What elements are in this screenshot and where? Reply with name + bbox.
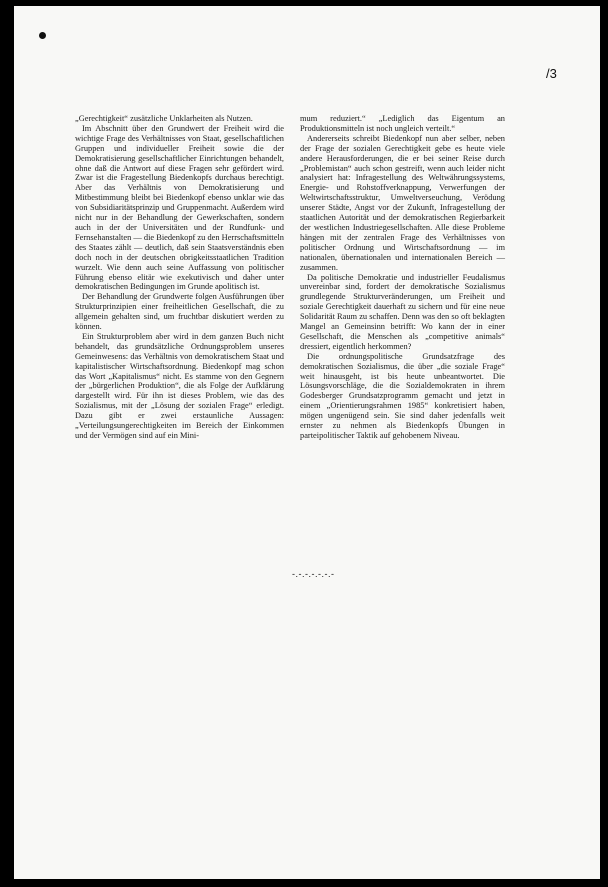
paragraph: Der Behandlung der Grundwerte folgen Ausführungen über Strukturprinzipien einer freiheitlichen Gesellschaft, die zu allgemein gehalten sind, um fruchtbar diskutiert werden zu können. (75, 292, 284, 332)
left-column (75, 114, 284, 441)
section-separator: -.-.-.-.-.-.- (292, 569, 335, 579)
paragraph: „Gerechtigkeit“ zusätzliche Unklarheiten als Nutzen. (75, 114, 253, 123)
paragraph: Im Abschnitt über den Grundwert der Freiheit wird die wichtige Frage des Verhältnisses von Staat, gesellschaftlichen Gruppen und individueller Freiheit sowie die der Demokratisierung gesellschaftlicher Einrichtungen behandelt, ohne daß die Antwort auf diese Fragen sehr gefördert wird. Zwar ist die Fragestellung Biedenkopfs durchaus berechtigt. Aber das Verhältnis von Demokratisierung und Mitbestimmung bleibt bei Biedenkopf ebenso unklar wie das von Subsidiaritätsprinzip und Gruppenmacht. Außerdem wird nicht nur in der Behandlung der Gewerkschaften, sondern auch in der der Universitäten und der Rundfunk- und Fernsehanstalten — die Biedenkopf zu den Herrschaftsmitteln des Staates zählt — deutlich, daß sein Staatsverständnis eben doch noch in der deutschen obrigkeitsstaatlichen Tradition wurzelt. Wie denn auch seine Auffassung von politischer Führung ebenso elitär wie exekutivisch und daher unter demokratischen Bedingungen im Grunde apolitisch ist. (75, 123, 284, 292)
paragraph: mum reduziert.“ „Lediglich das Eigentum an Produktionsmitteln ist noch ungleich verteilt.“ (300, 114, 505, 133)
paragraph: Andererseits schreibt Biedenkopf nun aber selber, neben der Frage der sozialen Gerechtigkeit gebe es heute viele andere Herausforderungen, die er bei seiner Reise durch „Problemistan“ auch schon gestreift, wenn auch leider nicht analysiert hat: Infragestellung des Weltwährungssystems, Energie- und Rohstoffverknappung, Verwerfungen der Weltwirtschaftsstruktur, Umweltverseuchung, Verödung unserer Städte, Angst vor der Zukunft, Infragestellung der staatlichen Autorität und der demokratischen Regierbarkeit der westlichen Industriegesellschaften. Alle diese Probleme hängen mit der zentralen Frage des Verhältnisses von politischer Ordnung und Wirtschaftsordnung — im nationalen, übernationalen und internationalen Bereich — zusammen. (300, 133, 505, 272)
paragraph: Da politische Demokratie und industrieller Feudalismus unvereinbar sind, fordert der demokratische Sozialismus grundlegende Strukturveränderungen, um Freiheit und soziale Gerechtigkeit dauerhaft zu sichern und für eine neue Solidarität Raum zu schaffen. Denn was den so oft beklagten Mangel an Gemeinsinn betrifft: Wo kann der in einer Gesellschaft, die Menschen als „competitive animals“ dressiert, eigentlich herkommen? (300, 272, 505, 351)
document-page (14, 6, 600, 879)
right-column (300, 114, 505, 441)
paragraph: Ein Strukturproblem aber wird in dem ganzen Buch nicht behandelt, das grundsätzliche Ordnungsproblem unseres Gemeinwesens: das Verhältnis von demokratischem Staat und kapitalistischer Wirtschaftsordnung. Biedenkopf mag schon das Wort „Kapitalismus“ nicht. Es stamme von den Gegnern der „bürgerlichen Produktion“, die als Folge der Aufklärung dargestellt wird. Für ihn ist dieses Problem, wie das des Sozialismus, mit der „Lösung der sozialen Frage“ erledigt. Dazu gibt er zwei erstaunliche Aussagen: „Verteilungsungerechtigkeiten im Bereich der Einkommen und der Vermögen sind auf ein Mini- (75, 331, 284, 440)
page-number: /3 (546, 66, 557, 81)
paragraph: Die ordnungspolitische Grundsatzfrage des demokratischen Sozialismus, die über „die soziale Frage“ weit hinausgeht, ist bis heute unbeantwortet. Die Lösungsvorschläge, die die Sozialdemokraten in ihrem Godesberger Grundsatzprogramm gemacht und jetzt in einem „Orientierungsrahmen 1985“ konkretisiert haben, mögen ungenügend sein. Sie sind daher jedenfalls weit ernster zu nehmen als Biedenkopfs Übungen in parteipolitischer Taktik auf gehobenem Niveau. (300, 351, 505, 440)
scan-speck (39, 32, 46, 39)
